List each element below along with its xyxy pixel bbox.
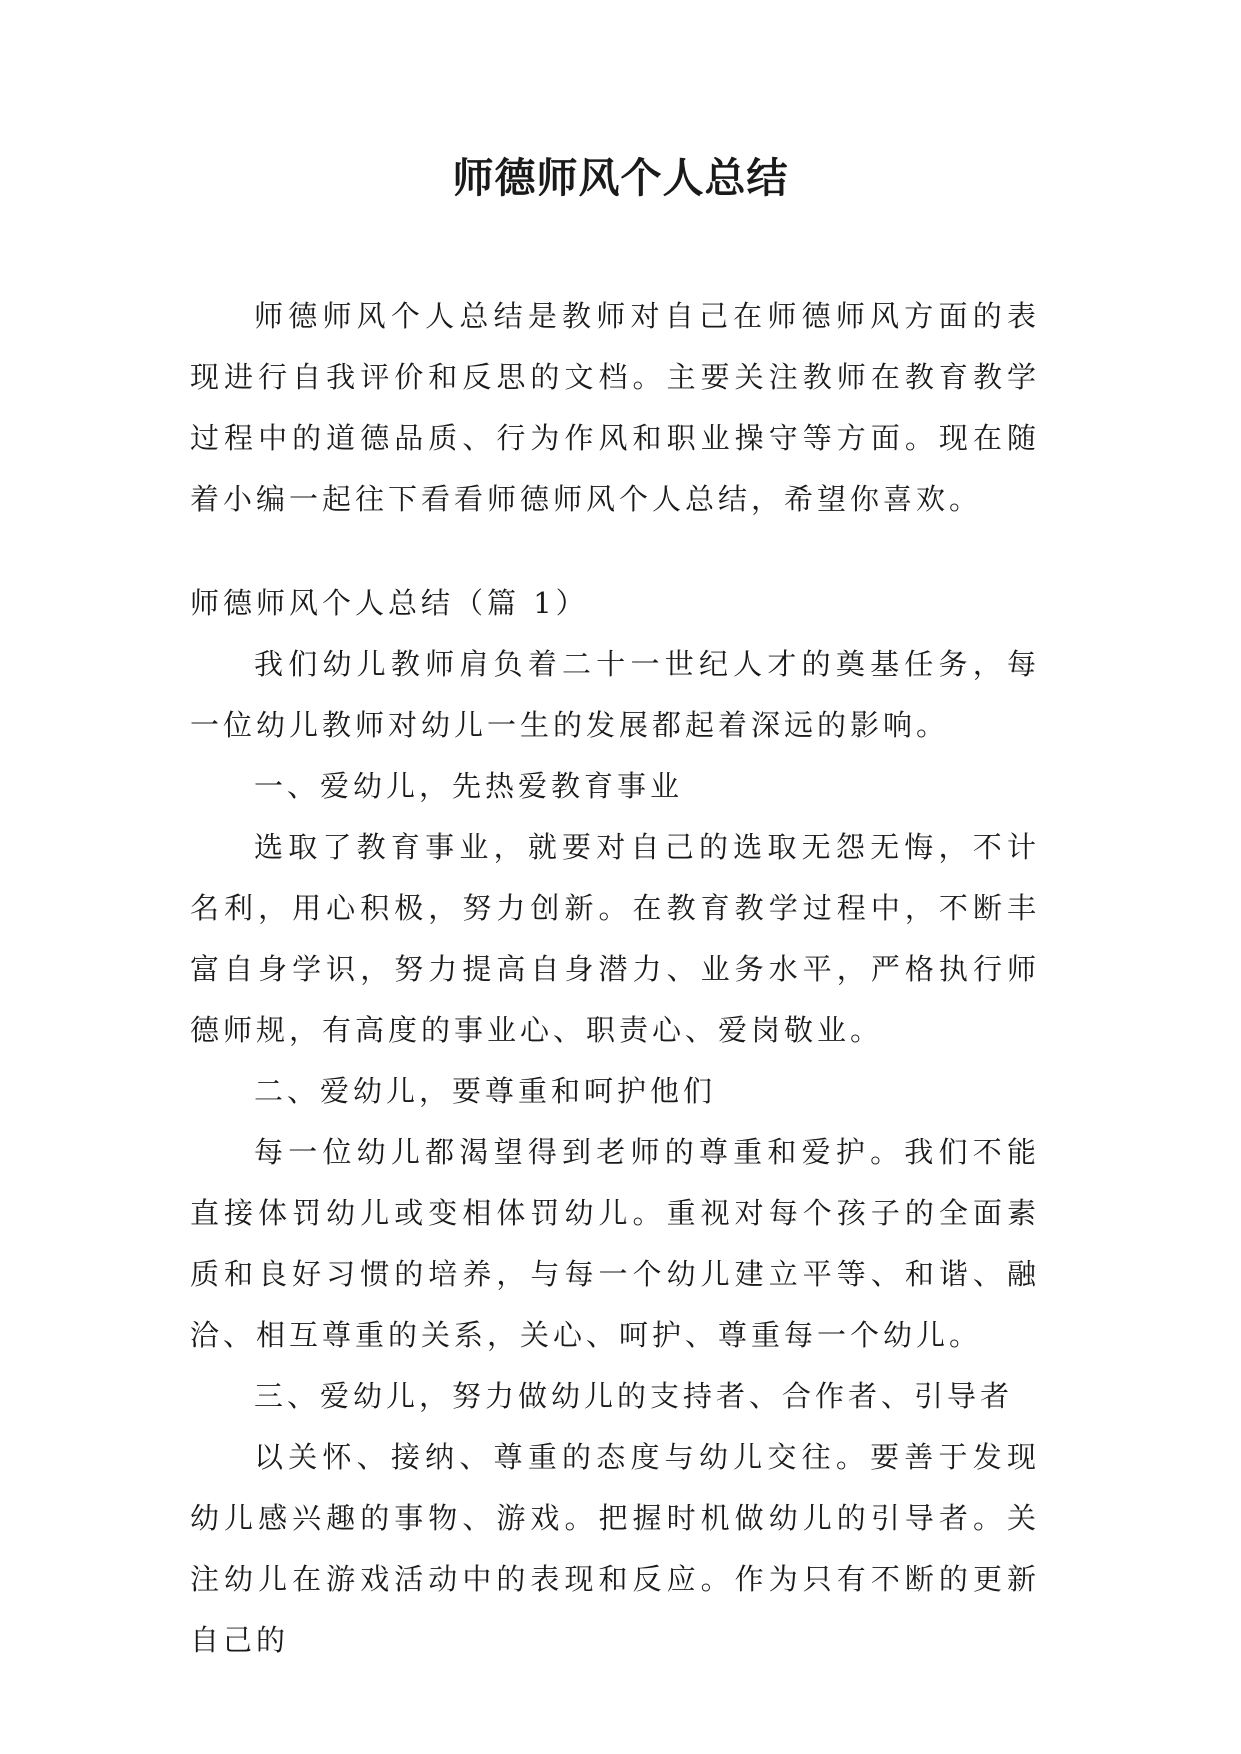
intro-paragraph: 师德师风个人总结是教师对自己在师德师风方面的表现进行自我评价和反思的文档。主要关注教师在教育教学过程中的道德品质、行为作风和职业操守等方面。现在随着小编一起往下看看师德师风个人总结，希望你喜欢。 <box>190 299 1040 516</box>
document-title: 师德师风个人总结 <box>452 154 789 202</box>
document-body <box>190 573 1040 1671</box>
subheading-3: 三、爱幼儿，努力做幼儿的支持者、合作者、引导者 <box>254 1379 1014 1413</box>
subheading-1: 一、爱幼儿，先热爱教育事业 <box>254 769 684 803</box>
body-paragraph: 以关怀、接纳、尊重的态度与幼儿交往。要善于发现幼儿感兴趣的事物、游戏。把握时机做幼儿的引导者。关注幼儿在游戏活动中的表现和反应。作为只有不断的更新自己的 <box>190 1440 1040 1657</box>
body-paragraph: 选取了教育事业，就要对自己的选取无怨无悔，不计名利，用心积极，努力创新。在教育教学过程中，不断丰富自身学识，努力提高自身潜力、业务水平，严格执行师德师规，有高度的事业心、职责心、爱岗敬业。 <box>190 830 1040 1047</box>
body-paragraph: 我们幼儿教师肩负着二十一世纪人才的奠基任务，每一位幼儿教师对幼儿一生的发展都起着深远的影响。 <box>190 647 1040 742</box>
section-title: 师德师风个人总结（篇 1） <box>190 586 589 620</box>
subheading-2: 二、爱幼儿，要尊重和呵护他们 <box>254 1074 717 1108</box>
body-paragraph: 每一位幼儿都渴望得到老师的尊重和爱护。我们不能直接体罚幼儿或变相体罚幼儿。重视对每个孩子的全面素质和良好习惯的培养，与每一个幼儿建立平等、和谐、融洽、相互尊重的关系，关心、呵护、尊重每一个幼儿。 <box>190 1135 1040 1352</box>
